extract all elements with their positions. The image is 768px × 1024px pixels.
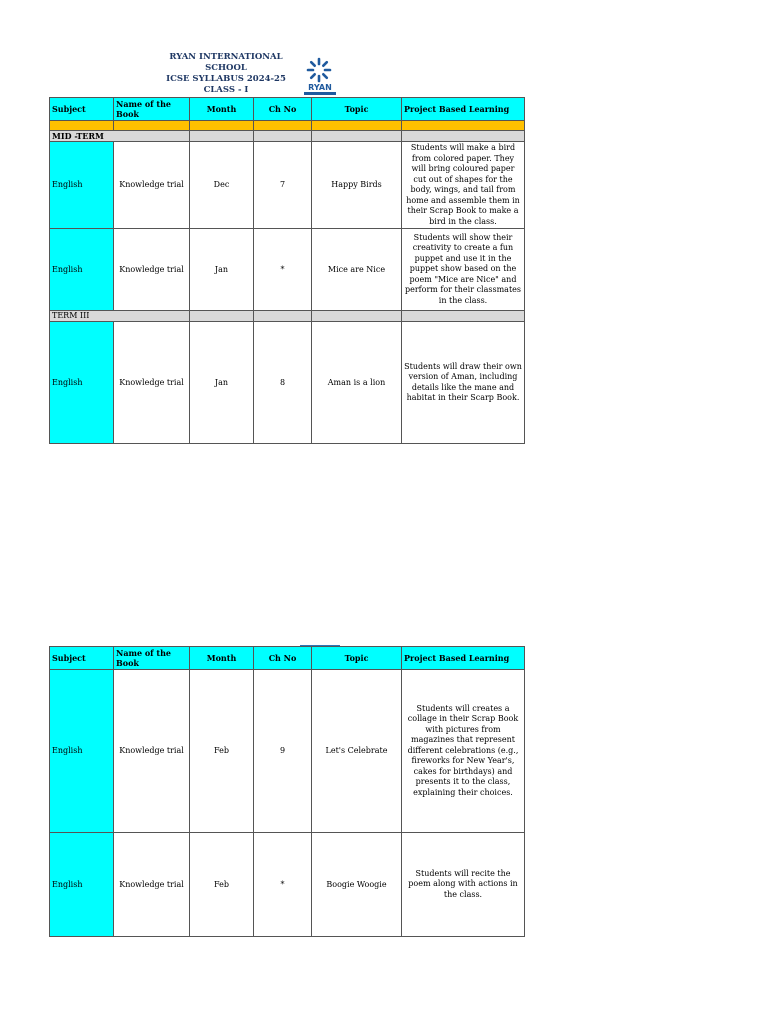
col-pbl: Project Based Learning (402, 647, 525, 670)
logo-underline (304, 92, 336, 95)
cell-topic: Mice are Nice (312, 229, 402, 311)
cell-subject: English (50, 670, 114, 833)
cell-chno: 9 (254, 670, 312, 833)
cell-subject: English (50, 229, 114, 311)
section-row-mid-term (50, 131, 525, 142)
table-row (50, 229, 525, 311)
syllabus-table-2 (49, 646, 525, 937)
cell-book: Knowledge trial (114, 322, 190, 444)
cell-book: Knowledge trial (114, 142, 190, 229)
cell-book: Knowledge trial (114, 229, 190, 311)
col-chno: Ch No (254, 647, 312, 670)
class-label: CLASS - I (203, 85, 249, 95)
col-topic: Topic (312, 98, 402, 121)
cell-book: Knowledge trial (114, 670, 190, 833)
table-header-row (50, 647, 525, 670)
col-chno: Ch No (254, 98, 312, 121)
school-name: RYAN INTERNATIONAL SCHOOL (169, 52, 283, 73)
table-row (50, 833, 525, 937)
cell-month: Jan (190, 322, 254, 444)
cell-book: Knowledge trial (114, 833, 190, 937)
table-header-row (50, 98, 525, 121)
col-pbl: Project Based Learning (402, 98, 525, 121)
cell-pbl: Students will make a bird from colored paper. They will bring coloured paper cut out of shapes for the body, wings, and tail from home and assemble them in their Scrap Book to make a bird in the class. (402, 142, 525, 229)
cell-topic: Let's Celebrate (312, 670, 402, 833)
cell-subject: English (50, 142, 114, 229)
logo-wordmark: RYAN (308, 83, 332, 92)
table-row (50, 670, 525, 833)
section-label: MID -TERM (50, 131, 190, 142)
cell-pbl: Students will draw their own version of Aman, including details like the mane and habitat in their Scarp Book. (402, 322, 525, 444)
section-label: TERM III (50, 311, 190, 322)
cell-subject: English (50, 833, 114, 937)
spacer-row (50, 121, 525, 131)
cell-chno: * (254, 833, 312, 937)
cell-pbl: Students will show their creativity to create a fun puppet and use it in the puppet show based on the poem "Mice are Nice" and perform for their classmates in the class. (402, 229, 525, 311)
cell-topic: Aman is a lion (312, 322, 402, 444)
col-book: Name of the Book (114, 647, 190, 670)
col-subject: Subject (50, 647, 114, 670)
cell-month: Feb (190, 833, 254, 937)
cell-subject: English (50, 322, 114, 444)
syllabus-title: ICSE SYLLABUS 2024-25 (166, 74, 286, 84)
section-row-term-iii (50, 311, 525, 322)
col-month: Month (190, 647, 254, 670)
ryan-logo (302, 57, 338, 99)
cell-chno: * (254, 229, 312, 311)
cell-topic: Boogie Woogie (312, 833, 402, 937)
col-month: Month (190, 98, 254, 121)
logo-burst-icon (306, 57, 332, 83)
table-row (50, 142, 525, 229)
cell-topic: Happy Birds (312, 142, 402, 229)
cell-chno: 7 (254, 142, 312, 229)
col-subject: Subject (50, 98, 114, 121)
cell-chno: 8 (254, 322, 312, 444)
cell-month: Feb (190, 670, 254, 833)
col-topic: Topic (312, 647, 402, 670)
cell-month: Jan (190, 229, 254, 311)
col-book: Name of the Book (114, 98, 190, 121)
cell-pbl: Students will creates a collage in their Scrap Book with pictures from magazines that represent different celebrations (e.g., fireworks for New Year's, cakes for birthdays) and presents it to the class, explaining their choices. (402, 670, 525, 833)
cell-pbl: Students will recite the poem along with actions in the class. (402, 833, 525, 937)
table-row (50, 322, 525, 444)
cell-month: Dec (190, 142, 254, 229)
syllabus-table-1 (49, 97, 525, 444)
